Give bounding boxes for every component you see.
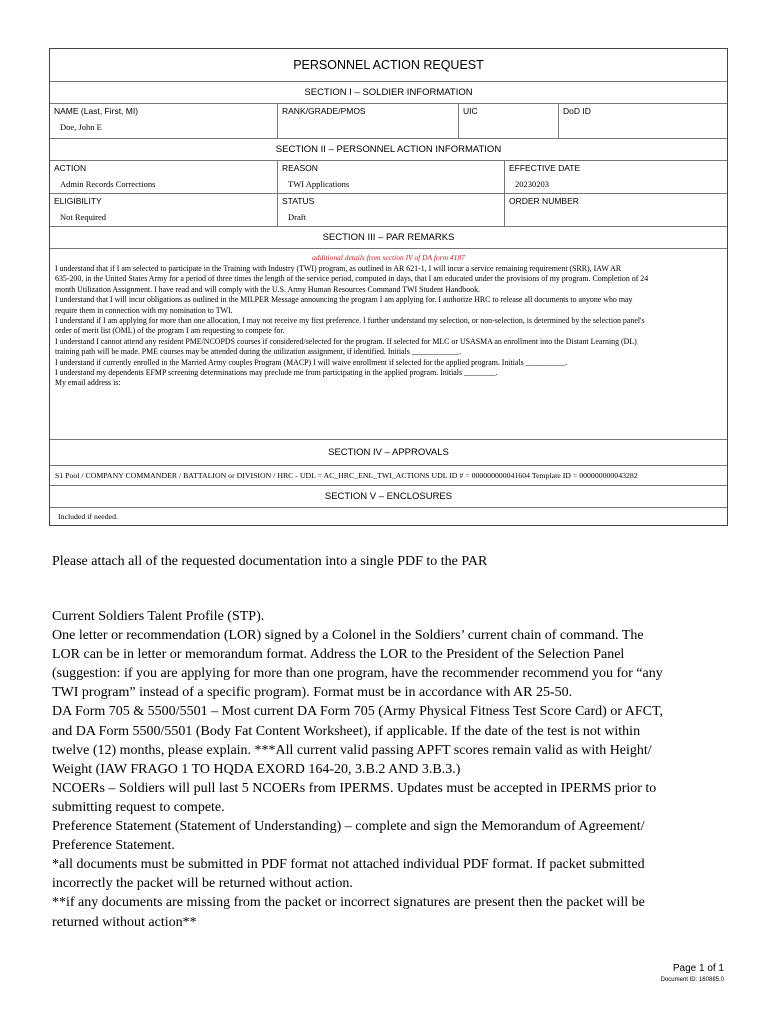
instruction-line: and DA Form 5500/5501 (Body Fat Content Worksheet), if applicable. If the date of the test is not within [52,723,641,739]
action-label: ACTION [54,163,87,173]
status-label: STATUS [282,196,315,206]
action-row [50,160,727,193]
effective-date-value: 20230203 [515,179,549,189]
action-cell[interactable] [50,161,277,193]
section-1-heading: SECTION I – SOLDIER INFORMATION [50,81,727,103]
remarks-line: month Utilization Assignment. I have read and will comply with the U.S. Army Human Resources Command TWI Student Handbook. [55,284,481,294]
eligibility-row [50,193,727,226]
eligibility-cell[interactable] [50,194,277,226]
instruction-line: Weight (IAW FRAGO 1 TO HQDA EXORD 164-20, 3.B.2 AND 3.B.3.) [52,761,461,777]
instruction-line: DA Form 705 & 5500/5501 – Most current DA Form 705 (Army Physical Fitness Test Score Card) or AFCT, [52,704,663,720]
eligibility-label: ELIGIBILITY [54,196,102,206]
effective-date-cell[interactable] [504,161,727,193]
reason-value: TWI Applications [288,179,350,189]
instruction-line: **if any documents are missing from the packet or incorrect signatures are present then the packet will be [52,895,645,911]
par-form [49,48,728,526]
remarks-line: I understand that I will incur obligations as outlined in the MILPER Message announcing the program I am applying for. I authorize HRC to release all documents to anyone who may [55,295,633,305]
remarks-line: I understand I cannot attend any resident PME/NCOPDS courses if considered/selected for the program. If selected for MLC or USASMA an enrollment into the Distant Learning (DL) [55,336,637,346]
dodid-label: DoD ID [563,106,591,116]
name-value: Doe, John E [60,122,102,132]
instruction-line: Current Soldiers Talent Profile (STP). [52,609,265,624]
remarks-line: I understand that if I am selected to participate in the Training with Industry (TWI) program, as outlined in AR 621-1, I will incur a service remaining requirement (SRR), IAW AR [55,264,622,273]
remarks-text [50,262,727,389]
instructions-heading: Please attach all of the requested documentation into a single PDF to the PAR [52,554,488,569]
enclosures-value: Included if needed. [50,507,727,525]
remarks-line: I understand my dependents EFMP screening determinations may preclude me from participating in the applied program. Initials ________. [55,368,498,378]
remarks-line: training path will be made. PME courses may be attended during the utilization assignment, if identified. Initials ____________. [55,347,462,357]
uic-label: UIC [463,106,478,116]
action-value: Admin Records Corrections [60,179,156,189]
name-cell[interactable] [50,104,277,138]
document-id: Document ID: 160885.0 [660,977,724,983]
instruction-line: (suggestion: if you are applying for more than one program, have the recommender recommend you for “any [52,666,663,682]
name-label: NAME (Last, First, MI) [54,106,139,116]
status-cell[interactable] [277,194,504,226]
section-4-heading: SECTION IV – APPROVALS [50,439,727,465]
remarks-note: additional details from section IV of DA form 4187 [312,253,465,262]
instruction-line: TWI program” instead of a specific program). Format must be in accordance with AR 25-50. [52,685,573,701]
approvals-routing: S1 Pool / COMPANY COMMANDER / BATTALION or DIVISION / HRC - UDL = AC_HRC_ENL_TWI_ACTIONS UDL ID # = 000000000041604 Template ID = 000000000043282 [50,465,727,485]
instruction-line: submitting request to compete. [52,799,225,815]
instruction-line: twelve (12) months, please explain. ***All current valid passing APFT scores remain valid as with Height/ [52,742,652,758]
eligibility-value: Not Required [60,212,107,222]
section-2-heading: SECTION II – PERSONNEL ACTION INFORMATION [50,138,727,160]
page-number: Page 1 of 1 [672,963,724,974]
instruction-line: NCOERs – Soldiers will pull last 5 NCOERs from IPERMS. Updates must be accepted in IPERMS prior to [52,780,657,796]
section-3-heading: SECTION III – PAR REMARKS [50,226,727,248]
instruction-line: returned without action** [52,914,197,930]
reason-cell[interactable] [277,161,504,193]
rank-cell[interactable] [277,104,458,138]
instructions-list [52,607,663,932]
remarks-line: I understand if I am applying for more than one allocation, I may not receive my first preference. I further understand my selection, or non-selection, is determined by the selection panel's [55,316,645,326]
instruction-line: Preference Statement. [52,838,175,854]
order-number-cell[interactable] [504,194,727,226]
dodid-cell[interactable] [558,104,727,138]
status-value: Draft [288,212,306,222]
remarks-line: My email address is: [55,378,121,388]
rank-label: RANK/GRADE/PMOS [282,106,366,116]
soldier-info-row [50,103,727,138]
remarks-line: I understand if currently enrolled in the Married Army couples Program (MACP) I will waive enrollment if selected for the applied program. Initials __________. [55,357,568,367]
order-number-label: ORDER NUMBER [509,196,579,206]
instruction-line: LOR can be in letter or memorandum format. Address the LOR to the President of the Selection Panel [52,647,625,663]
section-5-heading: SECTION V – ENCLOSURES [50,485,727,507]
instruction-line: Preference Statement (Statement of Understanding) – complete and sign the Memorandum of Agreement/ [52,819,645,835]
remarks-block[interactable] [50,248,727,439]
form-title: PERSONNEL ACTION REQUEST [293,58,484,72]
uic-cell[interactable] [458,104,558,138]
reason-label: REASON [282,163,318,173]
instruction-line: One letter or recommendation (LOR) signed by a Colonel in the Soldiers’ current chain of command. The [52,628,644,644]
effective-date-label: EFFECTIVE DATE [509,163,581,173]
remarks-line: 635-200, in the United States Army for a period of three times the length of the service period, computed in days, that I am educated under the provisions of my program. Completion of 24 [55,274,649,284]
instruction-line: incorrectly the packet will be returned without action. [52,876,353,892]
instruction-line: *all documents must be submitted in PDF format not attached individual PDF format. If packet submitted [52,857,645,873]
remarks-line: order of merit list (OML) of the program I am requesting to compete for. [55,326,285,336]
remarks-line: require them in connection with my nomination to TWI. [55,305,233,315]
